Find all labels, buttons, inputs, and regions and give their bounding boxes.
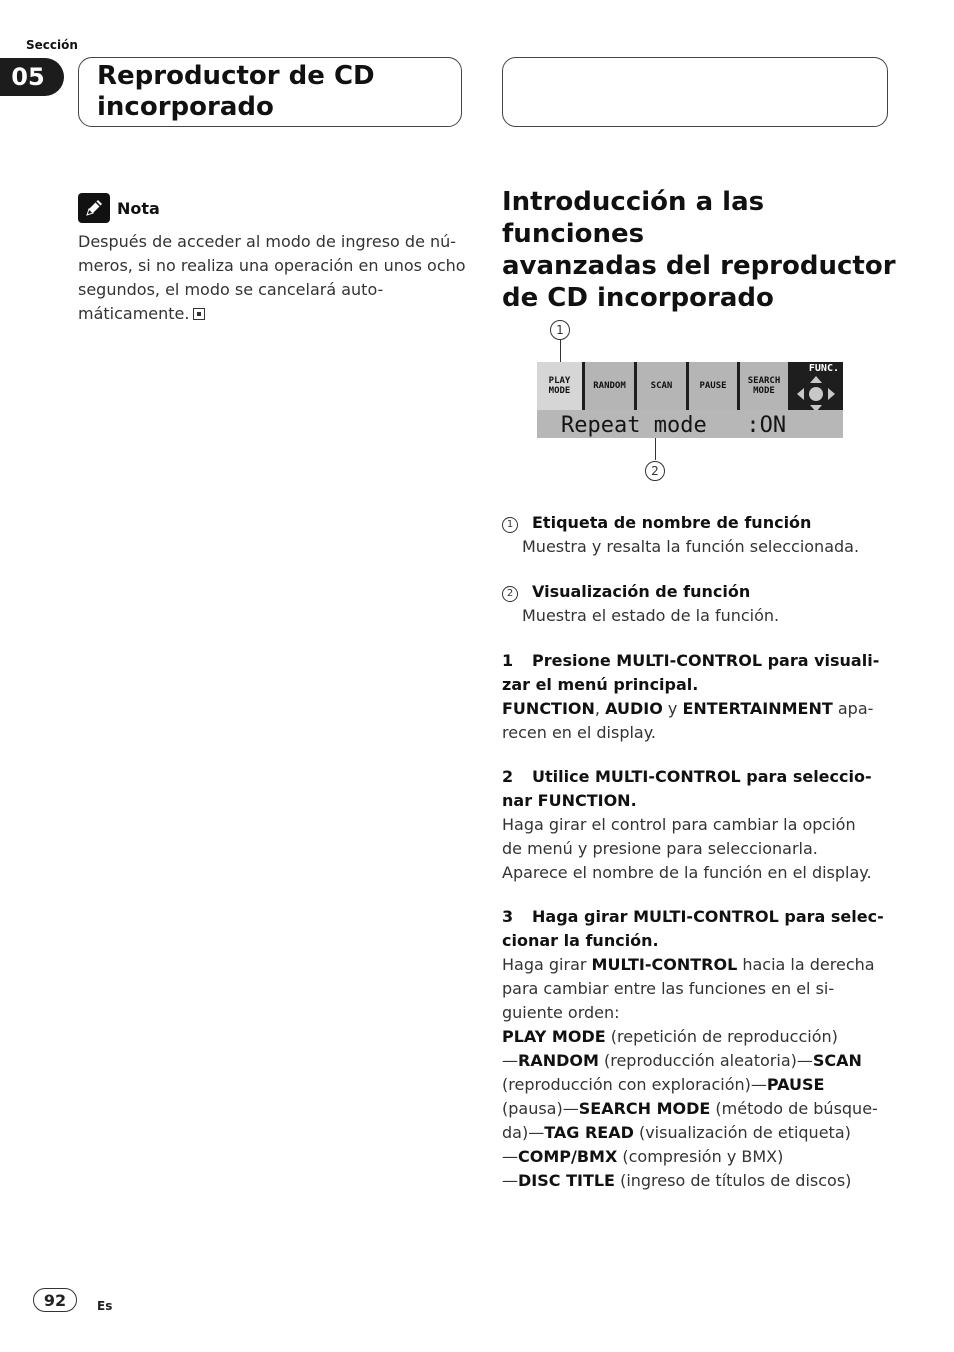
tab-label: MODE <box>548 386 571 396</box>
text: apa- <box>832 699 874 718</box>
term: PAUSE <box>766 1075 825 1094</box>
legend-desc: Muestra y resalta la función seleccionada. <box>522 537 860 556</box>
term: AUDIO <box>605 699 663 718</box>
text: (pausa)— <box>502 1099 579 1118</box>
note-line-text: máticamente. <box>78 304 190 323</box>
chapter-title-box <box>78 57 462 127</box>
tab-label: PLAY <box>548 376 571 386</box>
tab-label: SEARCH <box>747 376 781 386</box>
legend-item-2 <box>502 580 892 628</box>
pencil-note-icon <box>78 193 110 223</box>
step-3 <box>502 905 892 1193</box>
text: da)— <box>502 1123 545 1142</box>
text: (reproducción con exploración)— <box>502 1075 767 1094</box>
tab-pause <box>689 362 740 410</box>
legend-number: 1 <box>502 517 518 533</box>
text: — <box>502 1051 518 1070</box>
display-screen-text: Repeat mode :ON <box>561 413 787 438</box>
tab-label: PAUSE <box>699 381 727 391</box>
end-mark-icon <box>193 308 205 320</box>
text: (repetición de reproducción) <box>605 1027 838 1046</box>
step-heading <box>502 649 892 673</box>
step-heading-text: Presione MULTI-CONTROL para visuali- <box>532 651 880 670</box>
step-body-line <box>502 953 892 977</box>
legend-label: Etiqueta de nombre de función <box>532 513 812 532</box>
term: SCAN <box>812 1051 862 1070</box>
tab-scan <box>637 362 689 410</box>
tab-label: MODE <box>753 386 775 396</box>
term: COMP/BMX <box>518 1147 618 1166</box>
step-number: 2 <box>502 767 514 786</box>
heading-line: de CD incorporado <box>502 283 774 313</box>
note-text <box>78 230 468 326</box>
callout-1: 1 <box>550 320 570 340</box>
step-body-line: Aparece el nombre de la función en el display. <box>502 863 872 882</box>
text: (reproducción aleatoria)— <box>598 1051 813 1070</box>
term: FUNCTION <box>502 699 595 718</box>
section-number-tab: 05 <box>0 58 64 96</box>
text: (ingreso de títulos de discos) <box>614 1171 852 1190</box>
step-heading <box>502 765 892 789</box>
chapter-title-line2: incorporado <box>97 92 274 122</box>
step-number: 1 <box>502 651 514 670</box>
step-heading <box>502 905 892 929</box>
step-body-line: Haga girar el control para cambiar la opción <box>502 815 856 834</box>
term: ENTERTAINMENT <box>682 699 833 718</box>
text: , <box>594 699 606 718</box>
step-number: 3 <box>502 907 514 926</box>
step-body-line: para cambiar entre las funciones en el si- <box>502 979 835 998</box>
sequence-line <box>502 1097 892 1121</box>
term: SEARCH MODE <box>578 1099 711 1118</box>
note-line: segundos, el modo se cancelará auto- <box>78 280 384 299</box>
callout-1-line <box>560 340 561 364</box>
tab-label: RANDOM <box>593 381 626 391</box>
legend-label: Visualización de función <box>532 582 751 601</box>
header-empty-box <box>502 57 888 127</box>
term: DISC TITLE <box>518 1171 615 1190</box>
language-code: Es <box>97 1299 113 1313</box>
legend-item-1 <box>502 511 892 559</box>
step-body-line <box>502 697 892 721</box>
legend-number: 2 <box>502 586 518 602</box>
heading-line: avanzadas del reproductor <box>502 251 896 281</box>
chapter-title-line1: Reproductor de CD <box>97 61 375 91</box>
step-body-line: de menú y presione para seleccionarla. <box>502 839 818 858</box>
sequence-line <box>502 1145 892 1169</box>
text: — <box>502 1171 518 1190</box>
text: (método de búsque- <box>710 1099 878 1118</box>
legend-desc: Muestra el estado de la función. <box>522 606 780 625</box>
note-line <box>78 302 468 326</box>
sequence-line <box>502 1169 892 1193</box>
func-label: FUNC. <box>808 363 839 374</box>
term: MULTI-CONTROL <box>591 955 738 974</box>
step-body-line: guiente orden: <box>502 1003 620 1022</box>
step-heading-text: Utilice MULTI-CONTROL para seleccio- <box>532 767 872 786</box>
step-heading-text: cionar la función. <box>502 931 659 950</box>
sequence-line <box>502 1049 892 1073</box>
page-number: 92 <box>33 1288 77 1312</box>
tab-search-mode <box>740 362 791 410</box>
note-line: Después de acceder al modo de ingreso de nú- <box>78 232 457 251</box>
note-title: Nota <box>117 199 160 218</box>
section-label: Sección <box>26 38 78 52</box>
legend-head <box>502 580 892 604</box>
callout-2: 2 <box>645 461 665 481</box>
tab-random <box>585 362 637 410</box>
text: hacia la derecha <box>737 955 875 974</box>
step-1 <box>502 649 892 745</box>
multi-control-arrows-icon <box>791 374 841 414</box>
step-2 <box>502 765 892 885</box>
legend-head <box>502 511 892 535</box>
text: y <box>662 699 683 718</box>
note-line: meros, si no realiza una operación en unos ocho <box>78 256 466 275</box>
tab-label: SCAN <box>650 381 673 391</box>
step-body-line: recen en el display. <box>502 723 656 742</box>
text: Haga girar <box>502 955 592 974</box>
step-heading-text: nar FUNCTION. <box>502 791 637 810</box>
term: RANDOM <box>518 1051 599 1070</box>
sequence-line <box>502 1121 892 1145</box>
text: — <box>502 1147 518 1166</box>
display-panel <box>537 362 843 438</box>
callout-2-line <box>655 438 656 460</box>
term: PLAY MODE <box>502 1027 606 1046</box>
tab-play-mode <box>537 362 585 410</box>
section-heading <box>502 186 902 314</box>
sequence-line <box>502 1073 892 1097</box>
heading-line: Introducción a las funciones <box>502 187 765 249</box>
step-heading-text: Haga girar MULTI-CONTROL para selec- <box>532 907 884 926</box>
text: (visualización de etiqueta) <box>633 1123 851 1142</box>
text: (compresión y BMX) <box>617 1147 784 1166</box>
step-heading-text: zar el menú principal. <box>502 675 699 694</box>
sequence-line <box>502 1025 892 1049</box>
term: TAG READ <box>544 1123 634 1142</box>
